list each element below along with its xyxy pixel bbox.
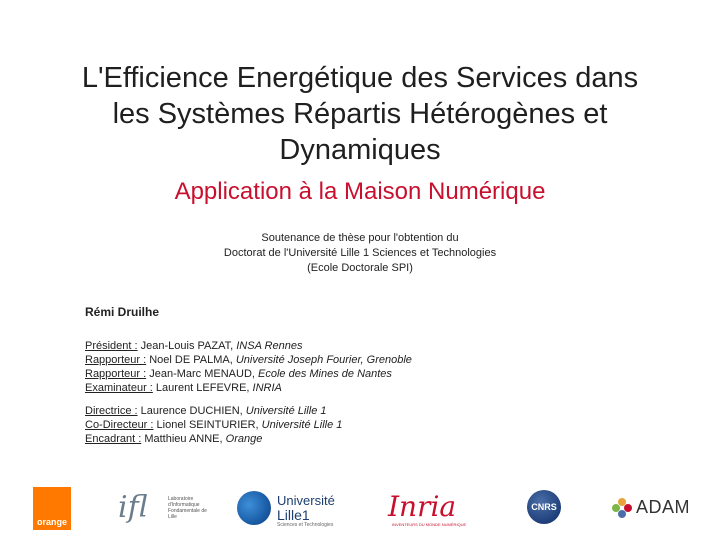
adam-emblem-icon [612, 498, 632, 518]
supervisor-row [85, 432, 342, 446]
jury-affiliation: Ecole des Mines de Nantes [258, 368, 392, 380]
adam-logo [612, 496, 692, 520]
inria-wordmark: Inria [388, 490, 457, 523]
jury-role: Rapporteur : [85, 368, 147, 380]
supervisor-role: Directrice : [85, 405, 138, 417]
jury-list [85, 339, 412, 395]
jury-affiliation: INSA Rennes [236, 340, 303, 352]
supervision-list [85, 404, 342, 446]
thesis-subtitle: Application à la Maison Numérique [174, 178, 546, 205]
lille1-text: Université [277, 493, 335, 508]
inria-logo [388, 490, 488, 528]
jury-row [85, 367, 412, 381]
supervisor-affiliation: Université Lille 1 [245, 405, 327, 417]
jury-member: Jean-Louis PAZAT, [137, 340, 237, 352]
cnrs-logo: CNRS [527, 490, 561, 524]
jury-affiliation: INRIA [252, 382, 282, 394]
supervisor-name: Lionel SEINTURIER, [153, 419, 262, 431]
context-line: (Ecole Doctorale SPI) [307, 262, 413, 274]
supervisor-row [85, 418, 342, 432]
defense-context [160, 231, 560, 276]
supervisor-affiliation: Université Lille 1 [261, 419, 343, 431]
thesis-title-line: Dynamiques [279, 134, 441, 166]
jury-member: Noel DE PALMA, [146, 354, 236, 366]
orange-logo [33, 487, 71, 530]
lille1-text: Lille1 [277, 507, 310, 523]
orange-logo-text: orange [37, 517, 68, 527]
adam-wordmark: ADAM [636, 497, 691, 517]
lille1-logo [237, 489, 337, 529]
jury-row [85, 353, 412, 367]
context-line: Soutenance de thèse pour l'obtention du [261, 232, 459, 244]
supervisor-role: Co-Directeur : [85, 419, 154, 431]
lille1-caption: Sciences et Technologies [277, 522, 334, 528]
jury-role: Président : [85, 340, 138, 352]
thesis-title-line: L'Efficience Energétique des Services dans [81, 62, 639, 94]
supervisor-name: Laurence DUCHIEN, [137, 405, 246, 417]
context-line: Doctorat de l'Université Lille 1 Sciences et Technologies [223, 247, 497, 259]
inria-tagline: INVENTEURS DU MONDE NUMÉRIQUE [392, 522, 467, 527]
supervisor-affiliation: Orange [225, 433, 263, 445]
jury-role: Rapporteur : [85, 354, 147, 366]
ifl-caption: Laboratoire d'Informatique Fondamentale de Lille [168, 496, 207, 520]
jury-row [85, 381, 412, 395]
jury-member: Jean-Marc MENAUD, [146, 368, 259, 380]
jury-affiliation: Université Joseph Fourier, Grenoble [235, 354, 412, 366]
supervisor-role: Encadrant : [85, 433, 142, 445]
supervisor-row [85, 404, 342, 418]
ifl-mark: ifl [118, 490, 148, 525]
jury-member: Laurent LEFEVRE, [152, 382, 253, 394]
thesis-title-line: les Systèmes Répartis Hétérogènes et [112, 98, 608, 130]
jury-role: Examinateur : [85, 382, 153, 394]
partner-logos [0, 482, 720, 540]
ifl-logo [118, 490, 210, 528]
lille1-emblem [237, 491, 271, 525]
jury-row [85, 339, 412, 353]
thesis-title [40, 60, 680, 168]
supervisor-name: Matthieu ANNE, [141, 433, 226, 445]
author-name: Rémi Druilhe [85, 305, 160, 319]
